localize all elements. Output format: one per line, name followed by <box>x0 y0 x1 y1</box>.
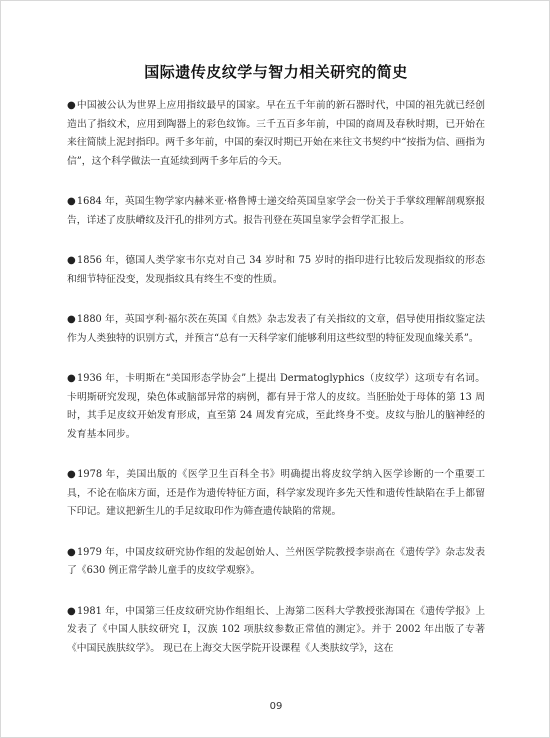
paragraph-text: 1981 年，中国第三任皮纹研究协作组组长、上海第二医科大学教授张海国在《遗传学报》上发表了《中国人肤纹研究 I，汉族 102 项肤纹参数正常值的测定》。并于 2002 年出版了专著《中国民族肤纹学》。 现已在上海交大医学院开设课程《人类肤纹学》，这在 <box>67 605 485 654</box>
paragraph-1684 <box>67 193 485 230</box>
paragraph-text: 1856 年，德国人类学家韦尔克对自己 34 岁时和 75 岁时的指印进行比较后发现指纹的形态和细节特征没变，发现指纹具有终生不变的性质。 <box>67 255 485 285</box>
bullet-icon: ● <box>67 605 76 617</box>
paragraph-text: 中国被公认为世界上应用指纹最早的国家。早在五千年前的新石器时代，中国的祖先就已经创造出了指纹术，应用到陶器上的彩色纹饰。三千五百多年前，中国的商周及春秋时期，已开始在来往简牍上泥封指印。两千多年前，中国的秦汉时期已开始在来往文书契约中“按指为信、画指为信”，这个科学做法一直延续到两千多年后的今天。 <box>67 100 485 167</box>
page-number: 09 <box>269 701 283 712</box>
bullet-icon: ● <box>67 546 76 558</box>
bullet-icon: ● <box>67 373 76 384</box>
paragraph-text: 1684 年，英国生物学家内赫米亚·格鲁博士递交给英国皇家学会一份关于手掌纹理解剖观察报告，详述了皮肤嵴纹及汗孔的排列方式。报告刊登在英国皇家学会哲学汇报上。 <box>67 196 485 226</box>
paragraph-text: 1978 年，美国出版的《医学卫生百科全书》明确提出将皮纹学纳入医学诊断的一个重要工具，不论在临床方面，还是作为遗传特征方面，科学家发现许多先天性和遗传性缺陷在手上都留下印记。建议把新生儿的手足纹取印作为筛查遗传缺陷的常规。 <box>67 469 486 517</box>
paragraph-1978 <box>67 466 485 522</box>
paragraph-text: 1979 年，中国皮纹研究协作组的发起创始人、兰州医学院教授李崇高在《遗传学》杂志发表了《630 例正常学龄儿童手的皮纹学观察》。 <box>67 546 485 576</box>
paragraph-1880 <box>67 311 485 348</box>
bullet-icon: ● <box>67 314 76 325</box>
paragraph-1979 <box>67 544 485 581</box>
paragraph-ancient-china <box>67 97 485 171</box>
paragraph-1981 <box>67 603 485 659</box>
bullet-icon: ● <box>67 196 76 207</box>
paragraph-text: 1936 年，卡明斯在“美国形态学协会”上提出 Dermatoglyphics（皮纹学）这项专有名词。卡明斯研究发现，染色体或脑部异常的病例，都有异于常人的皮纹。当胚胎处于母体的第 13 周时，其手足皮纹开始发育形成，直至第 24 周发育完成，至此终身不变。皮纹与胎儿的脑神经的发育基本同步。 <box>67 373 485 440</box>
page-title: 国际遗传皮纹学与智力相关研究的简史 <box>144 63 408 81</box>
bullet-icon: ● <box>67 469 77 480</box>
paragraph-1856 <box>67 252 485 289</box>
document-body <box>67 97 485 680</box>
paragraph-text: 1880 年，英国亨利·福尔茨在英国《自然》杂志发表了有关指纹的文章，倡导使用指纹鉴定法作为人类独特的识别方式，并预言“总有一天科学家们能够利用这些纹型的特征发现血缘关系”。 <box>67 314 485 344</box>
bullet-icon: ● <box>67 100 76 111</box>
paragraph-1936 <box>67 370 485 444</box>
bullet-icon: ● <box>67 255 76 266</box>
